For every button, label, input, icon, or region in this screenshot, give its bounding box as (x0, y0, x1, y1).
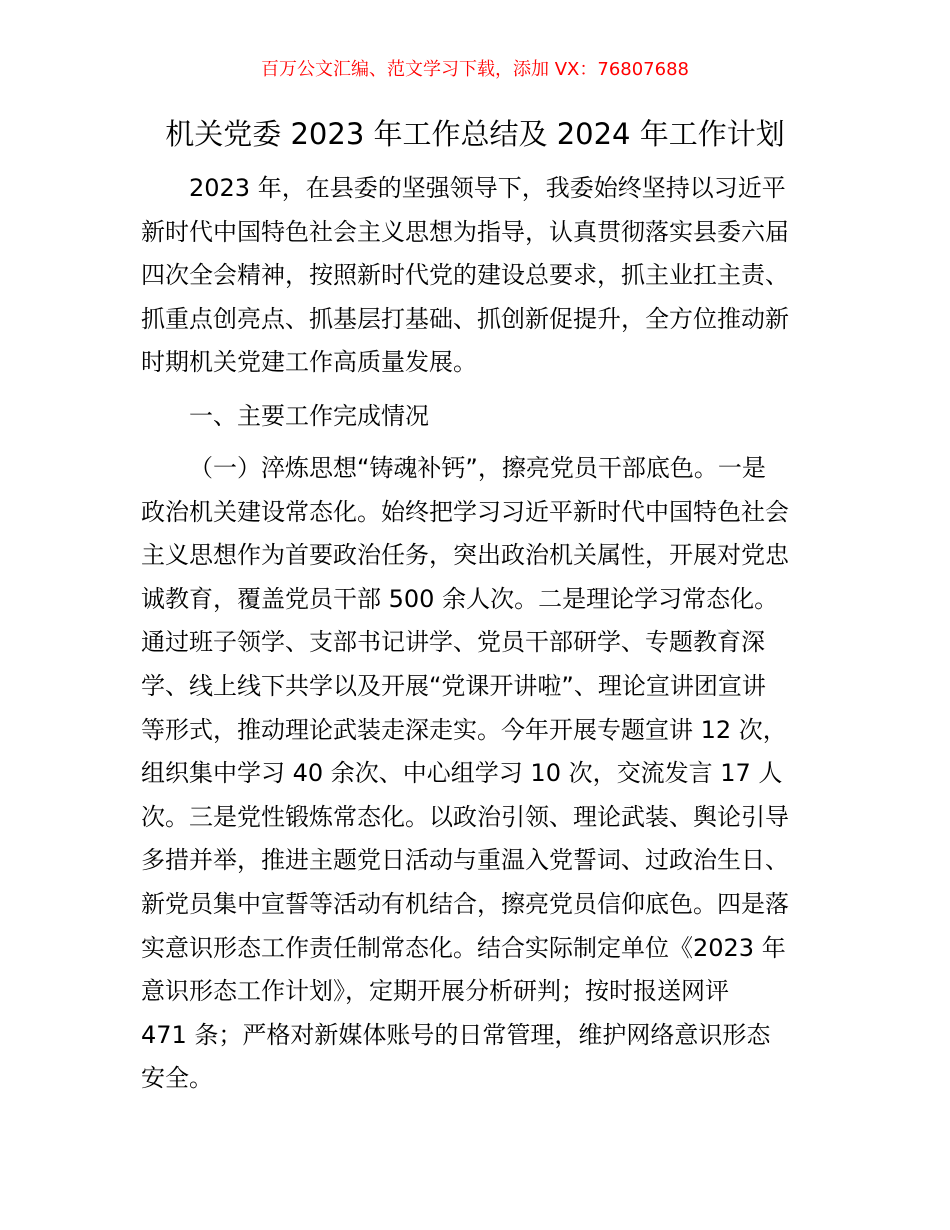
paragraph-line: 新党员集中宣誓等活动有机结合，擦亮党员信仰底色。四是落 (141, 889, 789, 918)
paragraph-line: 意识形态工作计划》，定期开展分析研判；按时报送网评 (141, 977, 729, 1006)
paragraph-line: 实意识形态工作责任制常态化。结合实际制定单位《2023 年 (141, 933, 786, 962)
paragraph-section-1 (141, 447, 821, 1101)
section-heading-text: 一、主要工作完成情况 (189, 402, 429, 430)
paragraph-line: 次。三是党性锻炼常态化。以政治引领、理论武装、舆论引导 (141, 802, 789, 831)
paragraph-line: 时期机关党建工作高质量发展。 (141, 348, 477, 377)
paragraph-line: 组织集中学习 40 余次、中心组学习 10 次，交流发言 17 人 (141, 759, 783, 788)
paragraph-line: （一）淬炼思想“铸魂补钙”，擦亮党员干部底色。一是 (189, 454, 766, 482)
paragraph-line: 2023 年，在县委的坚强领导下，我委始终坚持以习近平 (189, 174, 786, 202)
paragraph-line: 通过班子领学、支部书记讲学、党员干部研学、专题教育深 (141, 628, 765, 657)
header-note: 百万公文汇编、范文学习下载，添加 VX：76807688 (261, 59, 689, 80)
paragraph-line: 等形式，推动理论武装走深走实。今年开展专题宣讲 12 次， (141, 715, 787, 744)
paragraph-line: 政治机关建设常态化。始终把学习习近平新时代中国特色社会 (141, 497, 789, 526)
paragraph-line: 抓重点创亮点、抓基层打基础、抓创新促提升，全方位推动新 (141, 304, 789, 333)
paragraph-line: 主义思想作为首要政治任务，突出政治机关属性，开展对党忠 (141, 541, 789, 570)
paragraph-line: 新时代中国特色社会主义思想为指导，认真贯彻落实县委六届 (141, 217, 789, 246)
paragraph-intro (141, 167, 821, 385)
paragraph-line: 学、线上线下共学以及开展“党课开讲啦”、理论宣讲团宣讲 (141, 671, 766, 700)
section-heading (141, 395, 821, 439)
document-title: 机关党委 2023 年工作总结及 2024 年工作计划 (165, 117, 785, 151)
paragraph-line: 四次全会精神，按照新时代党的建设总要求，抓主业扛主责、 (141, 261, 789, 290)
paragraph-line: 471 条；严格对新媒体账号的日常管理，维护网络意识形态 (141, 1020, 771, 1049)
paragraph-line: 多措并举，推进主题党日活动与重温入党誓词、过政治生日、 (141, 846, 789, 875)
paragraph-line: 诚教育，覆盖党员干部 500 余人次。二是理论学习常态化。 (141, 584, 779, 613)
paragraph-line: 安全。 (141, 1064, 213, 1093)
